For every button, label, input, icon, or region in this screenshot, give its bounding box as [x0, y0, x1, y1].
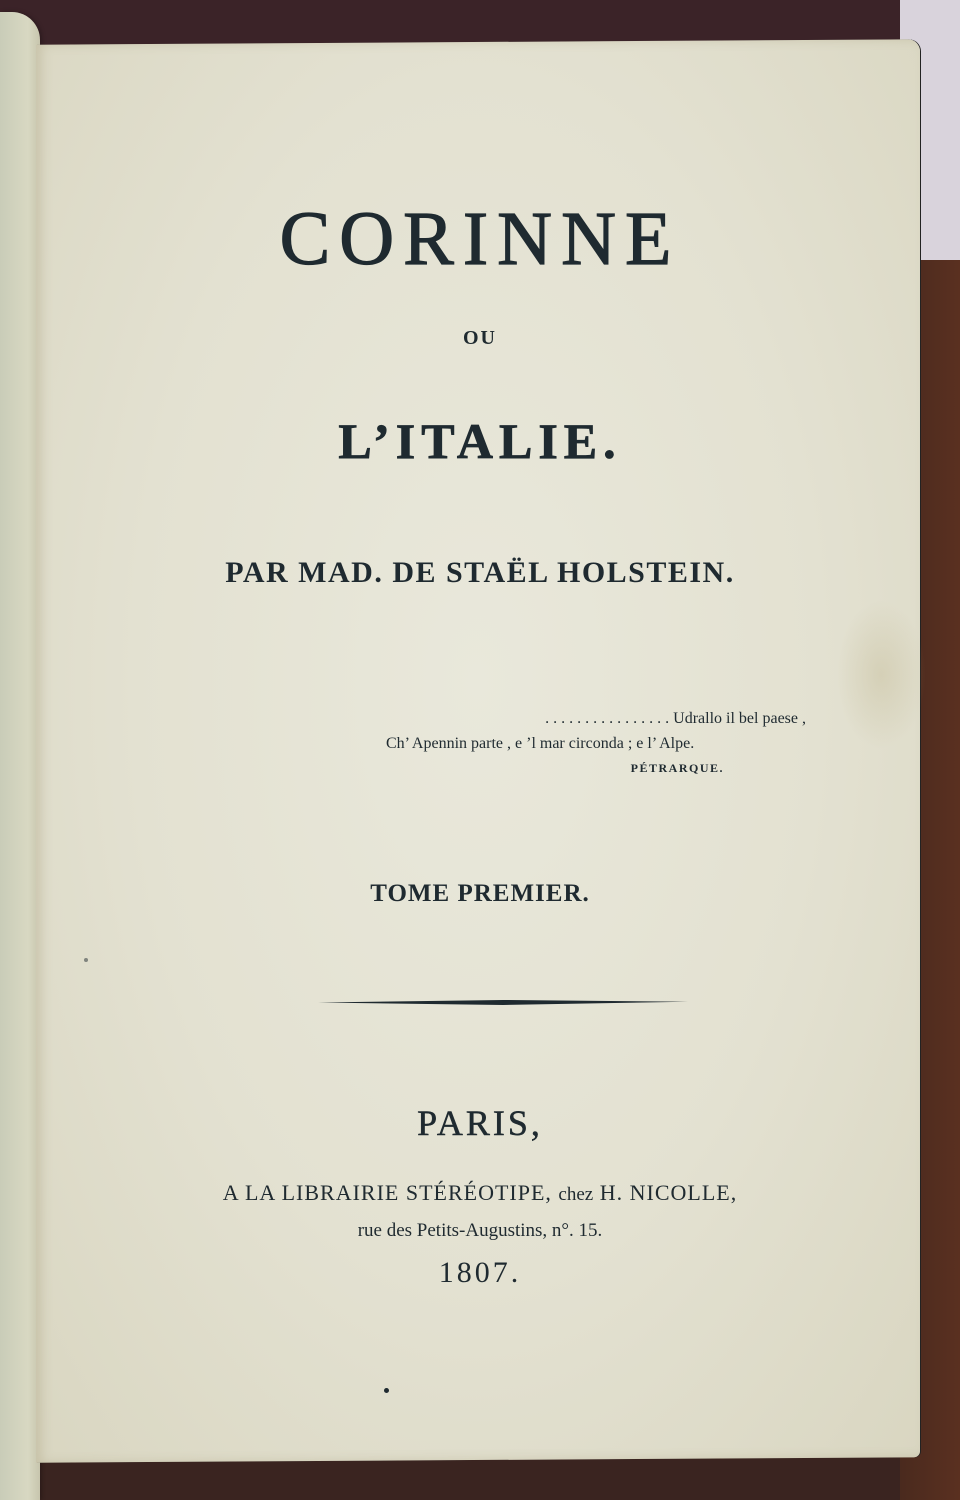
epigraph-line-1: . . . . . . . . . . . . . . . . Udrallo il bel paese , — [545, 710, 806, 727]
epigraph-attribution: PÉTRARQUE. — [630, 761, 724, 775]
imprint-publisher — [0, 1180, 960, 1206]
publisher-name: H. NICOLLE, — [599, 1180, 738, 1205]
publisher-chez: chez — [558, 1184, 594, 1205]
book-title: CORINNE — [279, 197, 681, 281]
imprint-city: PARIS, — [417, 1103, 543, 1143]
epigraph — [380, 706, 810, 781]
title-conjunction: OU — [463, 327, 497, 349]
book-subtitle: L’ITALIE. — [338, 413, 622, 469]
imprint-year: 1807. — [438, 1256, 522, 1289]
ink-speck — [84, 958, 88, 962]
epigraph-line-2: Ch’ Apennin parte , e ’l mar circonda ; e l’ Alpe. — [386, 735, 695, 752]
ink-speck — [384, 1388, 389, 1393]
volume-label: TOME PREMIER. — [370, 880, 590, 907]
imprint-address: rue des Petits-Augustins, n°. 15. — [357, 1220, 603, 1241]
author-line: PAR MAD. DE STAËL HOLSTEIN. — [225, 556, 735, 589]
publisher-caps: A LA LIBRAIRIE STÉRÉOTIPE, — [222, 1180, 552, 1205]
